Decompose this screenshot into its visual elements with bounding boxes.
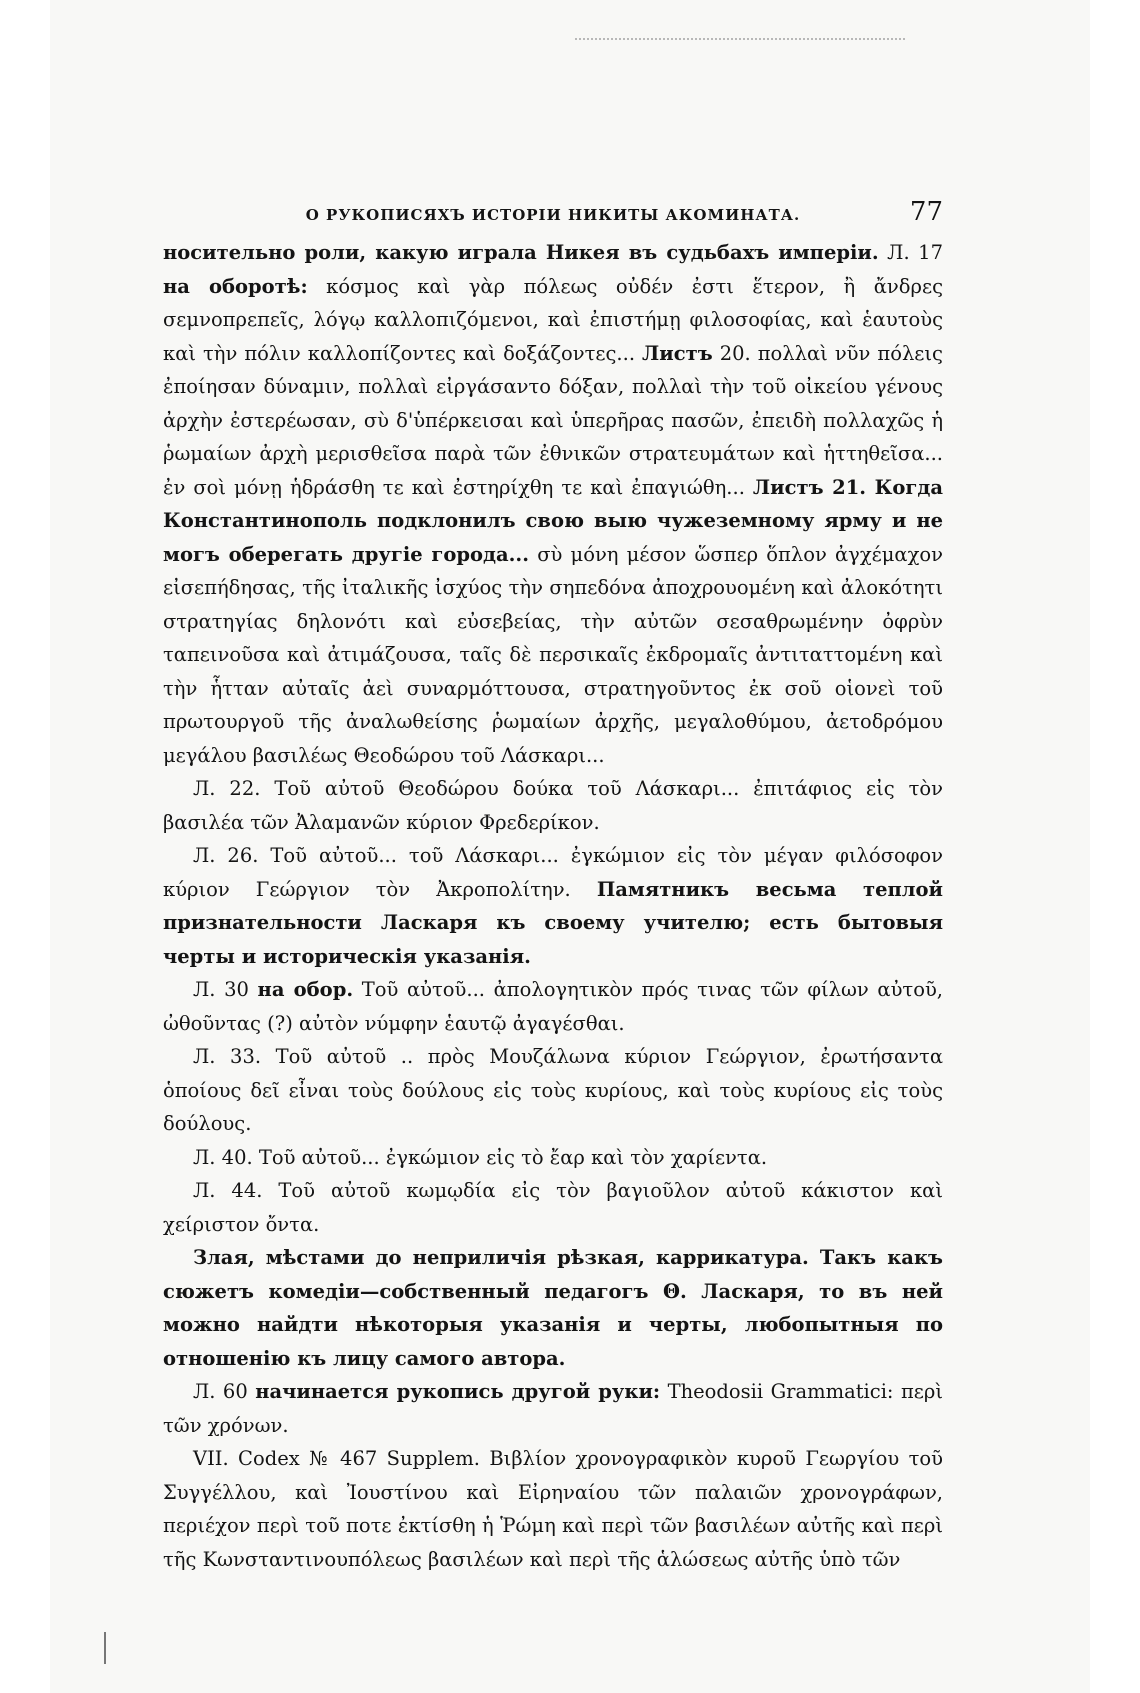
paragraph-10 xyxy=(163,1442,943,1576)
text-run: на оборотѣ: xyxy=(163,274,308,298)
paragraph-6 xyxy=(163,1141,943,1175)
running-head: О РУКОПИСЯХЪ ИСТОРІИ НИКИТЫ АКОМИНАТА. xyxy=(305,206,801,224)
text-run: носительно роли, какую играла Никея въ судьбахъ имперіи. xyxy=(163,241,879,264)
page-number: 77 xyxy=(909,197,943,227)
text-run: Злая, мѣстами до неприличія рѣзкая, каррикатура. Такъ какъ сюжетъ комедіи—собственный педагогъ Θ. Ласкаря, то въ ней можно найдти нѣкоторыя указанія и черты, любопытныя по отношенію къ лицу самого автора. xyxy=(163,1246,943,1370)
text-run: на обор. xyxy=(257,978,354,1001)
text-run: 20. πολλαὶ νῦν πόλεις ἐποίησαν δύναμιν, πολλαὶ εἰργάσαντο δόξαν, πολλαὶ τὴν τοῦ οἰκείου γένους ἀρχὴν ἐστερέωσαν, σὺ δ'ὑπέρκεισαι καὶ ὑπερῆρας πασῶν, ἐπειδὴ πολλαχῶς ἡ ῥωμαίων ἀρχὴ μερισθεῖσα παρὰ τῶν ἐθνικῶν στρατευμάτων καὶ ἡττηθεῖσα... ἐν σοὶ μόνῃ ἡδράσθη τε καὶ ἐστηρίχθη τε καὶ ἐπαγιώθη... xyxy=(163,341,943,499)
paragraph-5 xyxy=(163,1040,943,1141)
text-run: Листъ xyxy=(642,341,713,365)
paragraph-3 xyxy=(163,839,943,973)
text-run: Л. 17 xyxy=(878,241,943,264)
text-run: Листъ 21. Когда Константинополь подклонилъ свою выю чужеземному ярму и не могъ оберегать другіе города... xyxy=(163,475,943,566)
text-run: Л. 30 xyxy=(193,978,258,1001)
text-run: Theodosii Grammatici: περὶ τῶν χρόνων. xyxy=(163,1380,943,1437)
page-text xyxy=(163,196,943,1576)
page-header xyxy=(163,196,943,236)
text-run: Памятникъ весьма теплой признательности Ласкаря къ своему учителю; есть бытовыя черты и историческія указанія. xyxy=(163,877,944,968)
text-run: Л. 40. Τοῦ αὐτοῦ... ἐγκώμιον εἰς τὸ ἔαρ καὶ τὸν χαρίεντα. xyxy=(193,1145,768,1169)
paragraph-1 xyxy=(163,236,943,772)
paragraph-9 xyxy=(163,1375,943,1442)
text-run: Τοῦ αὐτοῦ... ἀπολογητικὸν πρός τινας τῶν φίλων αὐτοῦ, ὠθοῦντας (?) αὐτὸν νύμφην ἑαυτῷ ἀγαγέσθαι. xyxy=(163,978,943,1035)
text-run: начинается рукопись другой руки: xyxy=(255,1380,661,1403)
text-run: Л. 22. Τοῦ αὐτοῦ Θεοδώρου δούκα τοῦ Λάσκαρι... ἐπιτάφιος εἰς τὸν βασιλέα τῶν Ἀλαμανῶν κύριον Φρεδερίκον. xyxy=(163,777,943,834)
text-run: Л. 60 xyxy=(193,1380,256,1403)
text-run: VII. Codex № 467 Supplem. Βιβλίον χρονογραφικὸν κυροῦ Γεωργίου τοῦ Συγγέλλου, καὶ Ἰουστίνου καὶ Εἰρηναίου τῶν παλαιῶν χρονογράφων, περιέχον περὶ τοῦ ποτε ἐκτίσθη ἡ Ῥώμη καὶ περὶ τῶν βασιλέων αὐτῆς καὶ περὶ τῆς Κωνσταντινουπόλεως βασιλέων καὶ περὶ τῆς ἁλώσεως αὐτῆς ὑπὸ τῶν xyxy=(163,1447,943,1571)
paragraph-8 xyxy=(163,1241,943,1375)
text-run: σὺ μόνη μέσον ὥσπερ ὅπλον ἀγχέμαχον εἰσεπήδησας, τῆς ἰταλικῆς ἰσχύος τὴν σηπεδόνα ἀποχρουομένη καὶ ἀλοκότητι στρατηγίας δηλονότι καὶ εὐσεβείας, τὴν αὐτῶν σεσαθρωμένην ὀφρὺν ταπεινοῦσα καὶ ἀτιμάζουσα, ταῖς δὲ περσικαῖς ἐκδρομαῖς ἀντιταττομένη καὶ τὴν ἧτταν αὐταῖς ἀεὶ συναρμόττουσα, στρατηγοῦντος ἐκ σοῦ οἱονεὶ τοῦ πρωτουργοῦ τῆς ἀναλωθείσης ῥωμαίων ἀρχῆς, μεγαλοθύμου, ἀετοδρόμου μεγάλου βασιλέως Θεοδώρου τοῦ Λάσκαρι... xyxy=(163,542,943,767)
text-run: Л. 33. Τοῦ αὐτοῦ .. πρὸς Μουζάλωνα κύριον Γεώργιον, ἐρωτήσαντα ὁποίους δεῖ εἶναι τοὺς δούλους εἰς τοὺς κυρίους, καὶ τοὺς κυρίους εἰς τοὺς δούλους. xyxy=(163,1045,943,1135)
text-run: Л. 26. Τοῦ αὐτοῦ... τοῦ Λάσκαρι... ἐγκώμιον εἰς τὸν μέγαν φιλόσοφον κύριον Γεώργιον τὸν Ἀκροπολίτην. xyxy=(163,844,943,901)
paragraph-7 xyxy=(163,1174,943,1241)
scan-artifact xyxy=(575,38,905,44)
margin-mark xyxy=(104,1632,106,1664)
paragraph-2 xyxy=(163,772,943,839)
text-run: Л. 44. Τοῦ αὐτοῦ κωμῳδία εἰς τὸν βαγιοῦλον αὐτοῦ κάκιστον καὶ χείριστον ὄντα. xyxy=(163,1179,943,1236)
text-run: κόσμος καὶ γὰρ πόλεως οὐδέν ἐστι ἕτερον, ἢ ἄνδρες σεμνοπρεπεῖς, λόγῳ καλλοπιζόμενοι, καὶ ἐπιστήμῃ φιλοσοφίας, καὶ ἑαυτοὺς καὶ τὴν πόλιν καλλοπίζοντες καὶ δοξάζοντες... xyxy=(163,274,943,365)
paragraph-4 xyxy=(163,973,943,1040)
